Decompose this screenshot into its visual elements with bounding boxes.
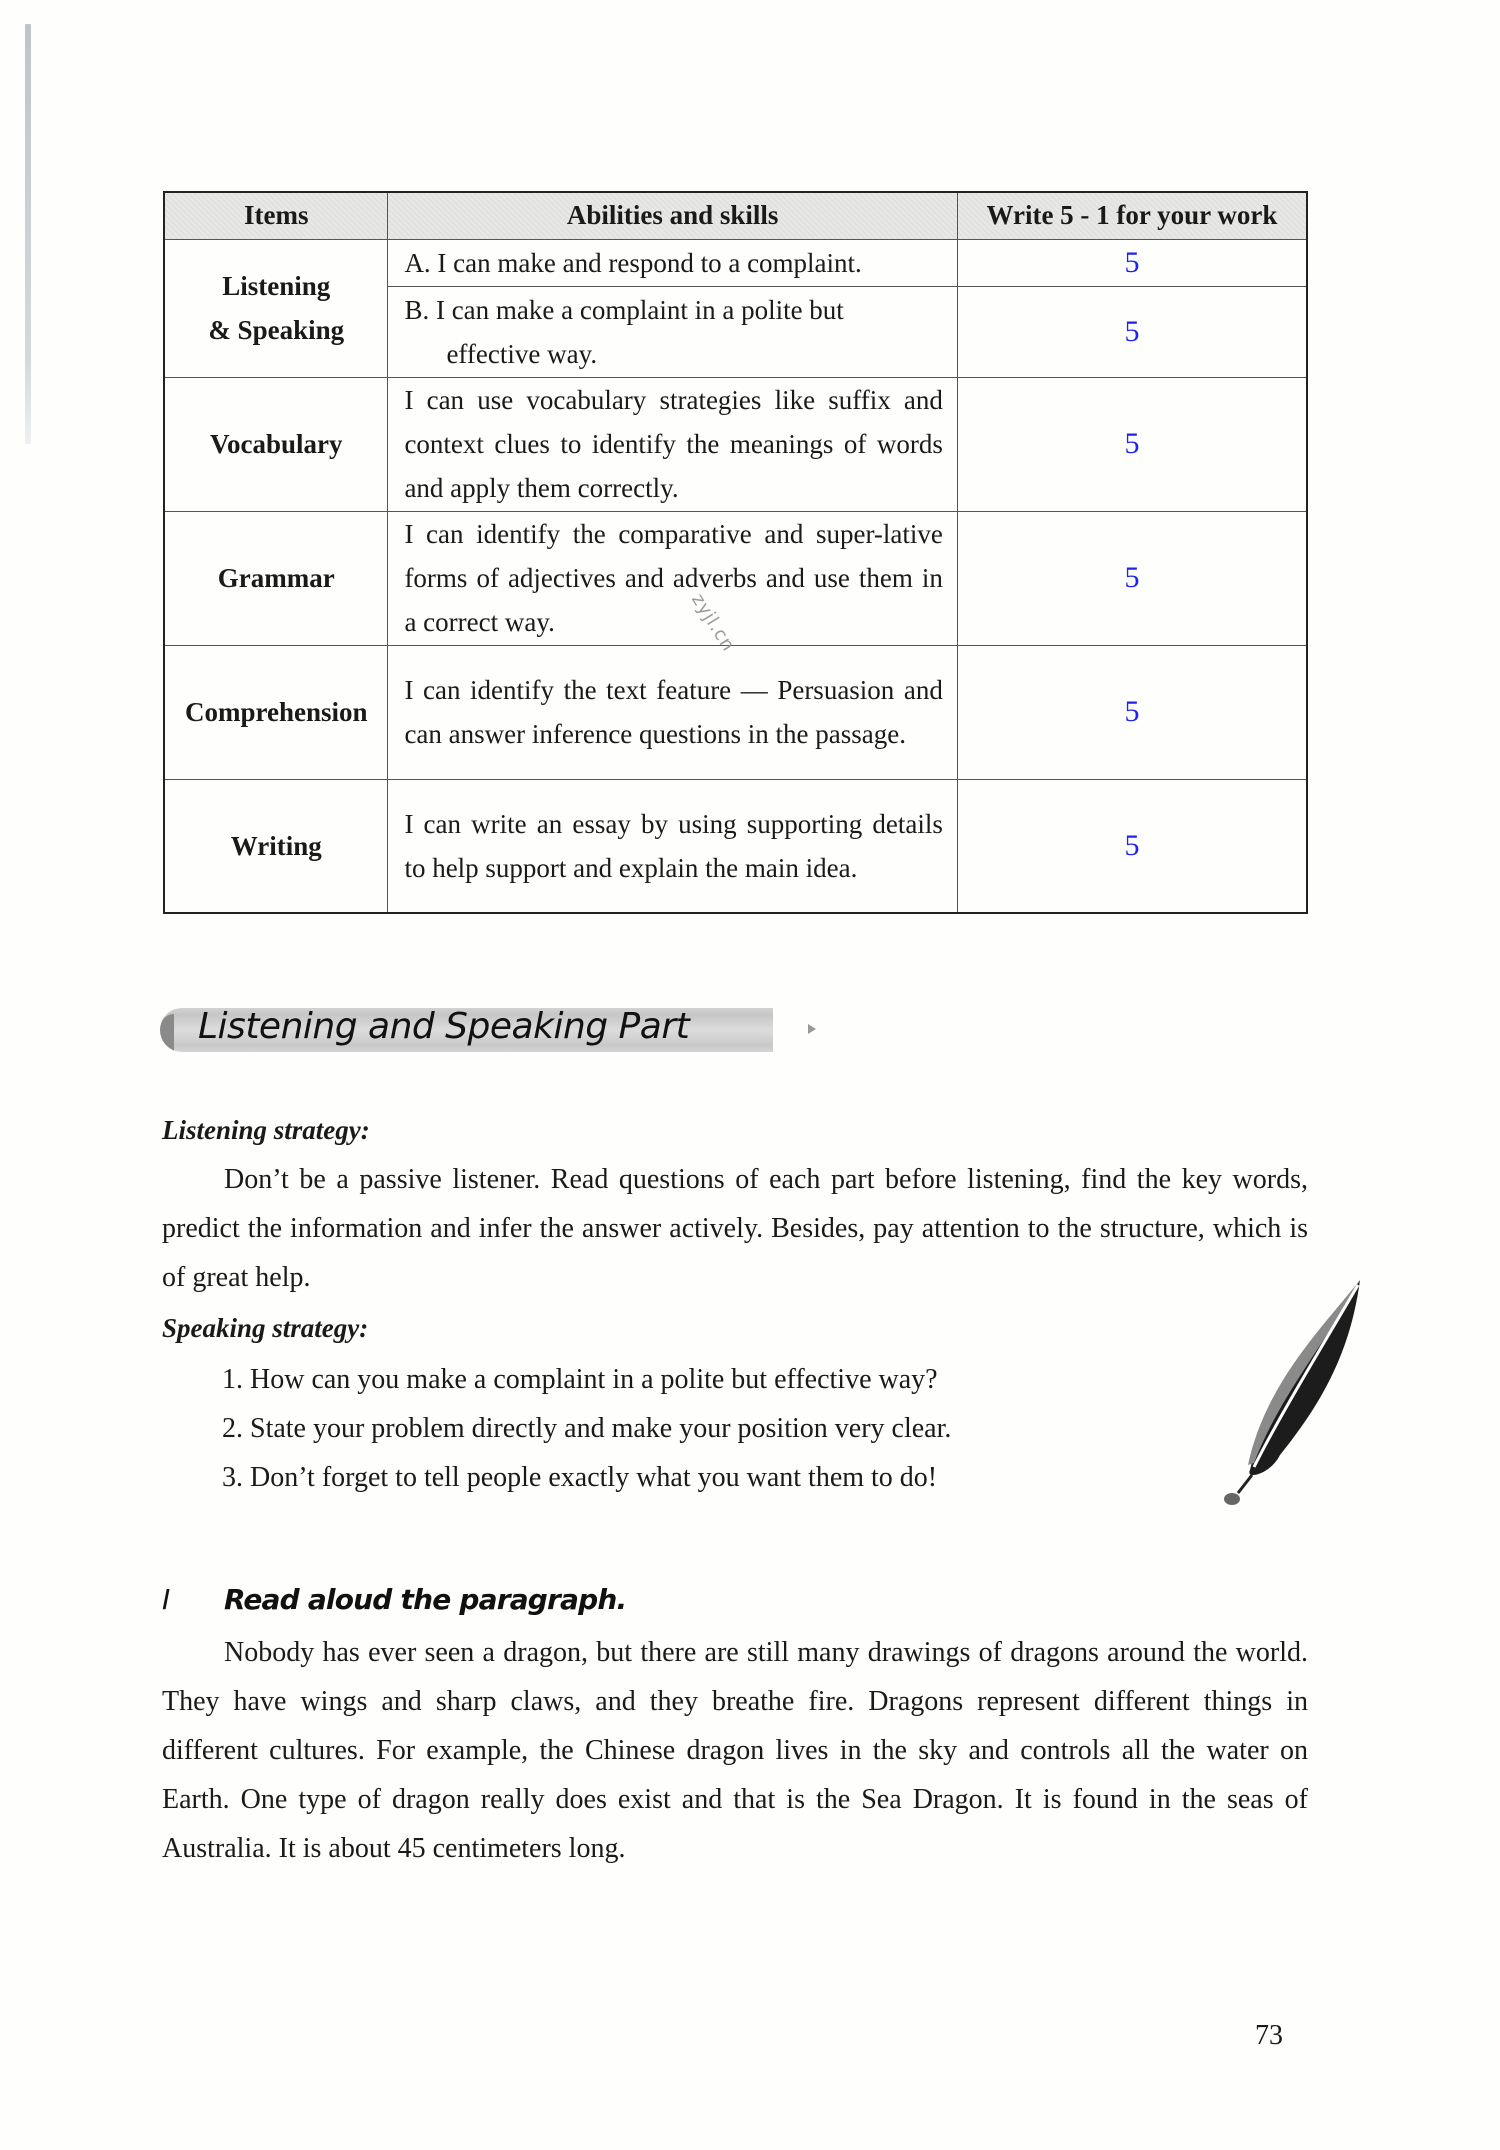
watermark: zyjl.cn [687, 590, 739, 656]
page-number: 73 [1255, 2020, 1283, 2051]
ability-text: I can identify the text feature — Persuasion and can answer inference questions in the passage. [388, 645, 957, 779]
score-value[interactable]: 5 [957, 377, 1307, 511]
listening-strategy-paragraph: Don’t be a passive listener. Read questions of each part before listening, find the key words, predict the information and infer the answer actively. Besides, pay attention to the structure, which is of great help. [162, 1164, 1308, 1293]
self-evaluation-table [163, 191, 1308, 914]
paragraph-text: Nobody has ever seen a dragon, but there are still many drawings of dragons around the world. They have wings and sharp claws, and they breathe fire. Dragons represent different things in different cultures. For example, the Chinese dragon lives in the sky and controls all the water on Earth. One type of dragon really does exist and that is the Sea Dragon. It is found in the seas of Australia. It is about 45 centimeters long. [162, 1637, 1308, 1864]
feather-quill-icon [1210, 1275, 1370, 1505]
banner-arrow-icon [808, 1024, 816, 1034]
ability-text [388, 286, 957, 377]
header-score: Write 5 - 1 for your work [957, 192, 1307, 239]
item-vocabulary: Vocabulary [164, 377, 388, 511]
item-label-line1: Listening [222, 271, 331, 301]
table-row [164, 239, 1307, 286]
item-listening-speaking [164, 239, 388, 377]
score-value[interactable]: 5 [957, 779, 1307, 913]
score-value[interactable]: 5 [957, 645, 1307, 779]
item-grammar: Grammar [164, 511, 388, 645]
listening-strategy-text [162, 1155, 1308, 1302]
section-number: I [162, 1583, 170, 1616]
ability-text: I can use vocabulary strategies like suffix and context clues to identify the meanings of words and apply them correctly. [388, 377, 957, 511]
list-item: 1. How can you make a complaint in a polite but effective way? [222, 1364, 938, 1395]
listening-strategy-heading: Listening strategy: [162, 1115, 370, 1145]
ability-line1: B. I can make a complaint in a polite but [404, 294, 844, 325]
page-binding-edge [25, 24, 31, 444]
table-row [164, 511, 1307, 645]
ability-text: A. I can make and respond to a complaint. [388, 239, 957, 286]
speaking-strategy-list [222, 1355, 951, 1502]
section-1-heading [162, 1583, 626, 1616]
table-row [164, 645, 1307, 779]
item-comprehension: Comprehension [164, 645, 388, 779]
list-item: 3. Don’t forget to tell people exactly what you want them to do! [222, 1462, 938, 1493]
table-row [164, 779, 1307, 913]
header-items: Items [164, 192, 388, 239]
table-header-row [164, 192, 1307, 239]
read-aloud-paragraph [162, 1628, 1308, 1873]
list-item: 2. State your problem directly and make your position very clear. [222, 1413, 952, 1444]
score-value[interactable]: 5 [957, 286, 1307, 377]
section-title: Read aloud the paragraph. [224, 1583, 627, 1616]
score-value[interactable]: 5 [957, 511, 1307, 645]
speaking-strategy-heading: Speaking strategy: [162, 1313, 369, 1343]
banner-title: Listening and Speaking Part [198, 1008, 690, 1047]
header-abilities: Abilities and skills [388, 192, 957, 239]
ability-text: I can write an essay by using supporting details to help support and explain the main idea. [388, 779, 957, 913]
ability-line2: effective way. [446, 338, 598, 369]
item-label-line2: & Speaking [208, 315, 345, 345]
score-value[interactable]: 5 [957, 239, 1307, 286]
section-banner [160, 1008, 773, 1052]
table-row [164, 377, 1307, 511]
ability-text: I can identify the comparative and super-lative forms of adjectives and adverbs and use them in a correct way. [388, 511, 957, 645]
item-writing: Writing [164, 779, 388, 913]
